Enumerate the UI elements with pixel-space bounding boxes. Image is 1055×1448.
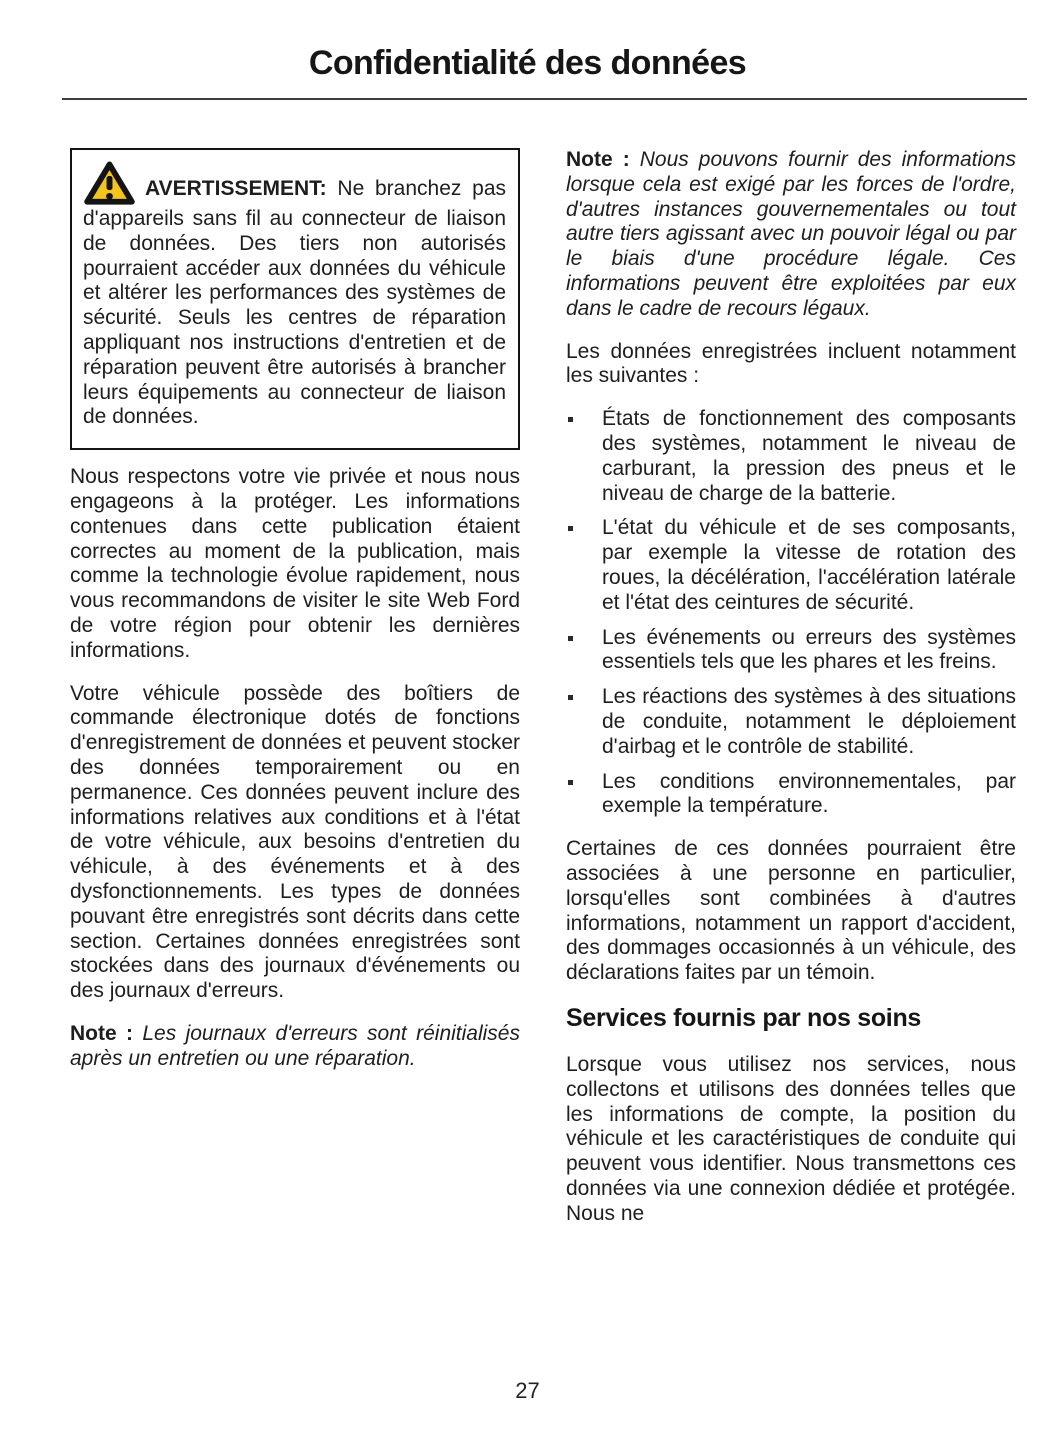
bullet-dot-icon (566, 685, 602, 759)
list-item (566, 770, 1016, 820)
list-item-text: Les événements ou erreurs des systèmes essentiels tels que les phares et les freins. (602, 625, 1016, 674)
right-column (566, 148, 1016, 1244)
warning-label: AVERTISSEMENT: (145, 177, 327, 200)
list-item (566, 626, 1016, 676)
left-paragraph-1: Nous respectons votre vie privée et nous nous engageons à la protéger. Les informations contenues dans cette publication étaient correctes au moment de la publication, mais comme la technologie évolue rapidement, nous vous recommandons de visiter le site Web Ford de votre région pour obtenir les dernières informations. (70, 465, 520, 662)
warning-triangle-icon (83, 160, 136, 207)
right-paragraph-2: Lorsque vous utilisez nos services, nous collectons et utilisons des données telles que les informations de compte, la position du véhicule et les caractéristiques de conduite qui peuvent vous identifier. Nous transmettons ces données via une connexion dédiée et protégée. Nous ne (566, 1052, 1016, 1225)
right-note (566, 148, 1016, 322)
bullet-dot-icon (566, 407, 602, 506)
recorded-data-list (566, 407, 1016, 819)
page-header (0, 0, 1055, 100)
left-note (70, 1022, 520, 1072)
note-text: Les journaux d'erreurs sont réinitialisés après un entretien ou une réparation. (70, 1021, 520, 1070)
list-item-text: L'état du véhicule et de ses composants, par exemple la vitesse de rotation des roues, la décélération, l'accélération latérale et l'état des ceintures de sécurité. (602, 516, 1016, 614)
note-text: Nous pouvons fournir des informations lorsque cela est exigé par les forces de l'ordre, d'autres instances gouvernementales ou tout autre tiers agissant avec un pouvoir légal ou par le biais d'une procédure légale. Ces informations peuvent être exploitées par eux dans le cadre de recours légaux. (566, 148, 1016, 320)
list-item (566, 685, 1016, 759)
recorded-data-intro: Les données enregistrées incluent notamment les suivantes : (566, 339, 1016, 388)
bullet-dot-icon (566, 516, 602, 615)
warning-text: Ne branchez pas d'appareils sans fil au connecteur de liaison de données. Des tiers non autorisés pourraient accéder aux données du véhicule et altérer les performances des systèmes de sécurité. Seuls les centres de réparation appliquant nos instructions d'entretien et de réparation peuvent être autorisés à brancher leurs équipements au connecteur de liaison de données. (83, 177, 507, 429)
page-title: Confidentialité des données (308, 44, 747, 82)
right-paragraph-1: Certaines de ces données pourraient être associées à une personne en particulier, lorsqu'elles sont combinées à d'autres informations, notamment un rapport d'accident, des dommages occasionnés à un véhicule, des déclarations faites par un témoin. (566, 837, 1016, 985)
page-number: 27 (515, 1378, 540, 1403)
list-item-text: États de fonctionnement des composants des systèmes, notamment le niveau de carburant, la pression des pneus et le niveau de charge de la batterie. (602, 407, 1016, 505)
left-paragraph-2: Votre véhicule possède des boîtiers de commande électronique dotés de fonctions d'enregistrement de données et peuvent stocker des données temporairement ou en permanence. Ces données peuvent inclure des informations relatives aux conditions et à l'état de votre véhicule, aux besoins d'entretien du véhicule, à des événements et à des dysfonctionnements. Les types de données pouvant être enregistrés sont décrits dans cette section. Certaines données enregistrées sont stockées dans des journaux d'événements ou des journaux d'erreurs. (70, 681, 520, 1003)
warning-paragraph (83, 160, 506, 430)
list-item (566, 407, 1016, 506)
page-footer (0, 1378, 1055, 1404)
list-item (566, 516, 1016, 615)
note-label: Note : (70, 1021, 134, 1045)
note-label: Note : (566, 148, 630, 171)
list-item-text: Les réactions des systèmes à des situations de conduite, notamment le déploiement d'airbag et le contrôle de stabilité. (602, 685, 1016, 758)
bullet-dot-icon (566, 626, 602, 676)
bullet-dot-icon (566, 770, 602, 820)
section-heading: Services fournis par nos soins (566, 1003, 922, 1032)
left-column (70, 148, 520, 1244)
list-item-text: Les conditions environnementales, par exemple la température. (602, 769, 1016, 818)
two-column-layout (0, 100, 1055, 1244)
warning-box (70, 148, 520, 450)
